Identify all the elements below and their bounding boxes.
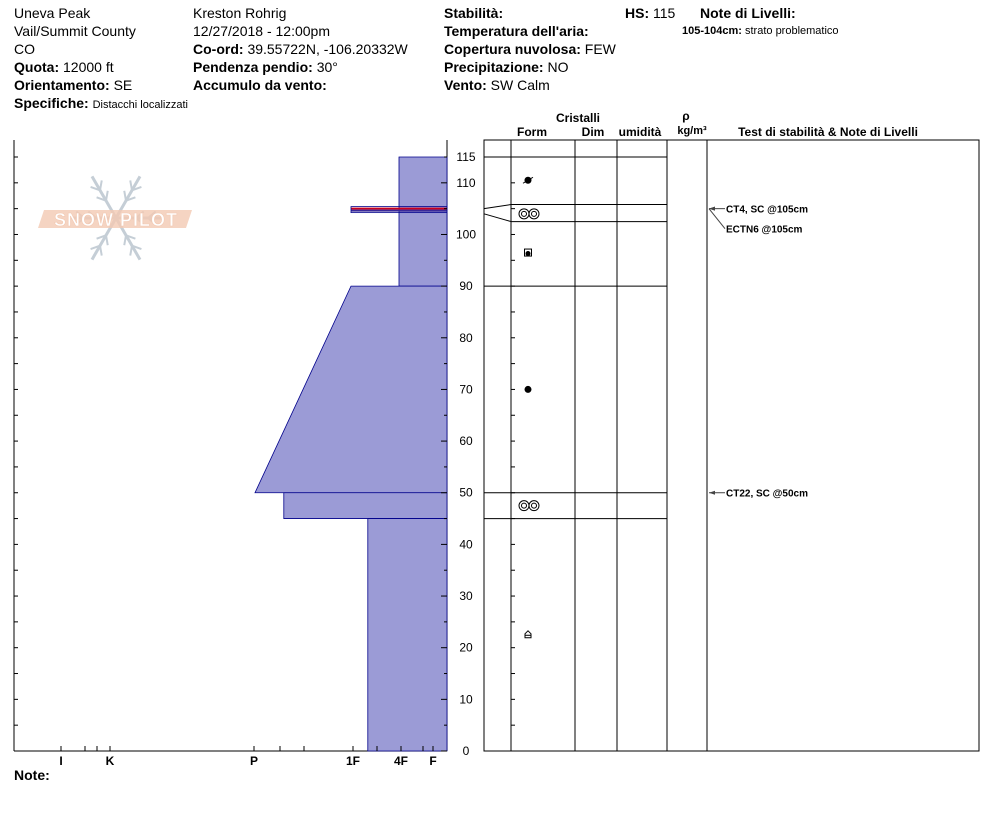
y-tick-label: 30 (459, 589, 473, 604)
slope-label: Pendenza pendio: (193, 59, 313, 75)
hs-label: HS: (625, 5, 650, 21)
logo-flake-branch (100, 246, 102, 256)
layer-note-range: 105-104cm: (682, 25, 742, 37)
y-tick-label: 0 (462, 744, 470, 758)
test-label: CT4, SC @105cm (726, 204, 809, 216)
form-symbol-dot (525, 386, 532, 393)
logo-flake-branch (124, 235, 126, 245)
form-symbol-hut (525, 631, 531, 638)
specifics-value: Distacchi localizzati (92, 99, 188, 111)
wind-label: Vento: (444, 77, 487, 93)
elevation-value: 12000 ft (63, 59, 114, 75)
state-name: CO (14, 41, 35, 57)
location-name: Uneva Peak (14, 5, 91, 21)
hardness-tick-label: P (249, 754, 259, 768)
test-arrowhead (709, 491, 715, 495)
hardness-tick-label: K (105, 754, 115, 768)
col-header-dim: Dim (581, 125, 605, 139)
form-symbol-faceted-rounded-2 (525, 249, 532, 256)
elevation-label: Quota: (14, 59, 60, 75)
precip-label: Precipitazione: (444, 59, 544, 75)
boundary-connector (484, 214, 511, 222)
hardness-layer (284, 493, 447, 519)
observation-datetime: 12/27/2018 - 12:00pm (193, 23, 330, 39)
hardness-tick-label: F (429, 754, 437, 768)
air-temp-label: Temperatura dell'aria: (444, 23, 589, 39)
hs-value: 115 (653, 5, 676, 21)
col-header-tests: Test di stabilità & Note di Livelli (738, 125, 918, 139)
y-tick-label: 90 (459, 279, 473, 294)
form-symbol-ring (519, 501, 529, 511)
logo-flake-branch (130, 180, 132, 190)
aspect-value: SE (113, 77, 133, 93)
form-symbol-ring (522, 211, 527, 216)
logo-flake-branch (106, 235, 108, 245)
y-tick-label: 70 (459, 382, 473, 397)
y-tick-label: 10 (459, 692, 473, 707)
notes-label: Note: (14, 767, 50, 783)
form-symbol-rounded (525, 386, 532, 393)
boundary-connector (484, 205, 511, 209)
logo-flake-branch (100, 180, 102, 190)
col-header-form: Form (517, 125, 547, 139)
observer-name: Kreston Rohrig (193, 5, 287, 21)
y-tick-label: 20 (459, 640, 473, 655)
test-label: CT22, SC @50cm (726, 488, 809, 500)
hardness-layer (399, 157, 447, 286)
form-symbol-dot (526, 251, 531, 256)
logo-text: SNOW PILOT (54, 210, 178, 230)
logo-flake-branch (130, 246, 132, 256)
hardness-tick-label: 1F (345, 754, 361, 768)
weak-layer-top (351, 208, 447, 210)
snowpilot-logo (38, 176, 192, 259)
wind-loading-label: Accumulo da vento: (193, 77, 327, 93)
y-tick-label: 80 (459, 330, 473, 345)
aspect-label: Orientamento: (14, 77, 110, 93)
col-header-wet: umidità (618, 125, 662, 139)
form-symbol-faceted-rounded (523, 177, 533, 184)
layer-note-text: strato problematico (745, 25, 839, 37)
logo-flake-branch (106, 191, 108, 201)
test-label: ECTN6 @105cm (726, 224, 803, 236)
specifics-label: Specifiche: (14, 95, 89, 111)
sky-label: Copertura nuvolosa: (444, 41, 581, 57)
y-tick-label: 40 (459, 537, 473, 552)
form-symbol-surface-hoar (519, 501, 539, 511)
hardness-layer (255, 286, 447, 493)
hardness-tick-label: I (59, 754, 63, 768)
slope-value: 30° (316, 59, 338, 75)
region-name: Vail/Summit County (14, 23, 136, 39)
form-symbol-depth-hoar (525, 631, 531, 638)
y-tick-label: 110 (456, 175, 476, 190)
form-symbol-ring (532, 211, 537, 216)
crystal-header-group: Cristalli (555, 111, 601, 125)
col-header-density-unit: kg/m³ (677, 125, 707, 137)
form-symbol-surface-hoar (519, 209, 539, 219)
test-arrow (709, 209, 725, 229)
hardness-panel (14, 140, 476, 768)
layer-notes-label: Note di Livelli: (700, 5, 796, 21)
y-tick-label: 50 (459, 485, 473, 500)
hardness-layer (368, 519, 447, 751)
stability-label: Stabilità: (444, 5, 504, 21)
coord-label: Co-ord: (193, 41, 244, 57)
logo-flake-branch (124, 191, 126, 201)
coord-value: 39.55722N, -106.20332W (247, 41, 408, 57)
weak-layer-bottom (351, 210, 447, 212)
col-header-rho: ρ (682, 109, 690, 123)
form-symbol-ring (522, 503, 527, 508)
wind-value: SW Calm (490, 77, 550, 93)
y-tick-label: 60 (459, 434, 473, 449)
form-symbol-ring (529, 209, 539, 219)
hardness-tick-label: 4F (393, 754, 409, 768)
precip-value: NO (547, 59, 569, 75)
y-tick-label: 100 (455, 227, 477, 242)
y-tick-label: 115 (456, 150, 476, 164)
form-symbol-ring (529, 501, 539, 511)
form-symbol-ring (519, 209, 529, 219)
form-symbol-ring (532, 503, 537, 508)
crystal-panel (484, 109, 979, 751)
sky-value: FEW (584, 41, 616, 57)
